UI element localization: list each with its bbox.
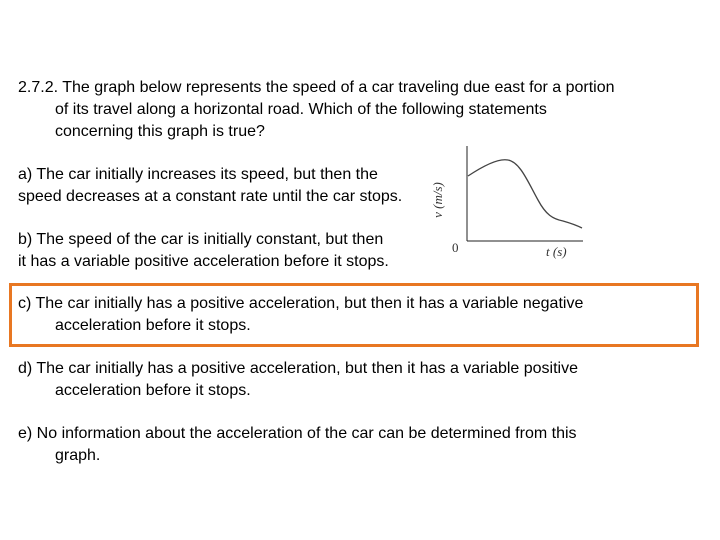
option-d-line-1: d) The car initially has a positive acceleration, but then it has a variable positive xyxy=(18,360,579,377)
option-d-line-2: acceleration before it stops. xyxy=(55,382,251,399)
option-e-line-1: e) No information about the acceleration of the car can be determined from this xyxy=(18,425,577,442)
y-axis-label: v (m/s) xyxy=(430,182,445,218)
question-line-3: concerning this graph is true? xyxy=(55,123,265,140)
option-c-line-1: c) The car initially has a positive acceleration, but then it has a variable negative xyxy=(18,295,584,312)
question-line-1: 2.7.2. The graph below represents the speed of a car traveling due east for a portion xyxy=(18,79,615,96)
x-axis-label: t (s) xyxy=(546,244,567,259)
option-b-line-1: b) The speed of the car is initially constant, but then xyxy=(18,231,384,248)
option-a-line-2: speed decreases at a constant rate until the car stops. xyxy=(18,188,403,205)
option-e-line-2: graph. xyxy=(55,447,101,464)
velocity-time-graph xyxy=(428,140,588,260)
origin-label: 0 xyxy=(452,240,459,255)
option-b-line-2: it has a variable positive acceleration before it stops. xyxy=(18,253,389,270)
question-line-2: of its travel along a horizontal road. Which of the following statements xyxy=(55,101,547,118)
option-a-line-1: a) The car initially increases its speed, but then the xyxy=(18,166,378,183)
option-c-line-2: acceleration before it stops. xyxy=(55,317,251,334)
velocity-curve xyxy=(468,160,582,228)
